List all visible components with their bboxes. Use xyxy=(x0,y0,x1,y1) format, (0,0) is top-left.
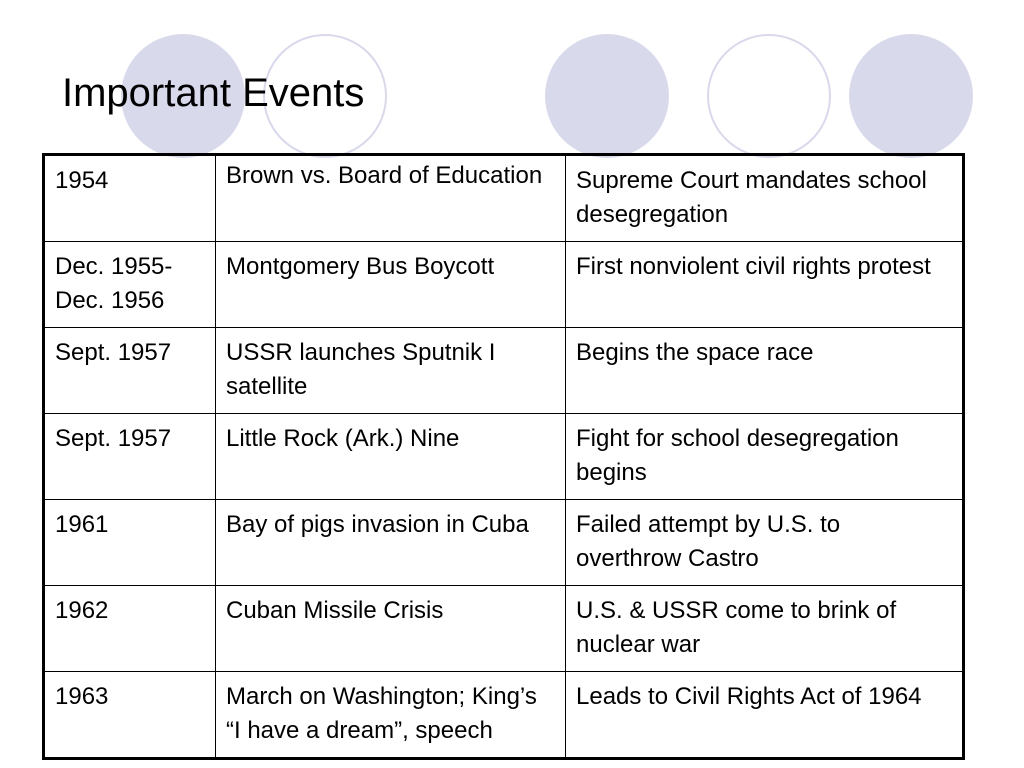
event-date: 1961 xyxy=(44,500,216,586)
decorative-circle xyxy=(707,34,831,158)
events-table xyxy=(42,153,965,760)
event-date: Dec. 1955-Dec. 1956 xyxy=(44,242,216,328)
event-date: Sept. 1957 xyxy=(44,328,216,414)
event-significance: First nonviolent civil rights protest xyxy=(566,242,964,328)
event-name: Little Rock (Ark.) Nine xyxy=(216,414,566,500)
decorative-circle xyxy=(849,34,973,158)
event-name: Montgomery Bus Boycott xyxy=(216,242,566,328)
event-significance: Begins the space race xyxy=(566,328,964,414)
event-name: March on Washington; King’s “I have a dream”, speech xyxy=(216,672,566,759)
event-name: Cuban Missile Crisis xyxy=(216,586,566,672)
table-row xyxy=(44,414,964,500)
event-name: USSR launches Sputnik I satellite xyxy=(216,328,566,414)
event-date: 1954 xyxy=(44,155,216,242)
event-significance: Supreme Court mandates school desegregation xyxy=(566,155,964,242)
slide-title: Important Events xyxy=(62,71,365,115)
table-row xyxy=(44,586,964,672)
event-significance: Fight for school desegregation begins xyxy=(566,414,964,500)
event-significance: Leads to Civil Rights Act of 1964 xyxy=(566,672,964,759)
event-date: Sept. 1957 xyxy=(44,414,216,500)
table-row xyxy=(44,242,964,328)
decorative-circle xyxy=(545,34,669,158)
event-name: Bay of pigs invasion in Cuba xyxy=(216,500,566,586)
event-significance: U.S. & USSR come to brink of nuclear war xyxy=(566,586,964,672)
event-name: Brown vs. Board of Education xyxy=(216,155,566,242)
event-date: 1962 xyxy=(44,586,216,672)
table-row xyxy=(44,500,964,586)
event-date: 1963 xyxy=(44,672,216,759)
table-row xyxy=(44,328,964,414)
event-significance: Failed attempt by U.S. to overthrow Castro xyxy=(566,500,964,586)
table-row xyxy=(44,155,964,242)
table-row xyxy=(44,672,964,759)
